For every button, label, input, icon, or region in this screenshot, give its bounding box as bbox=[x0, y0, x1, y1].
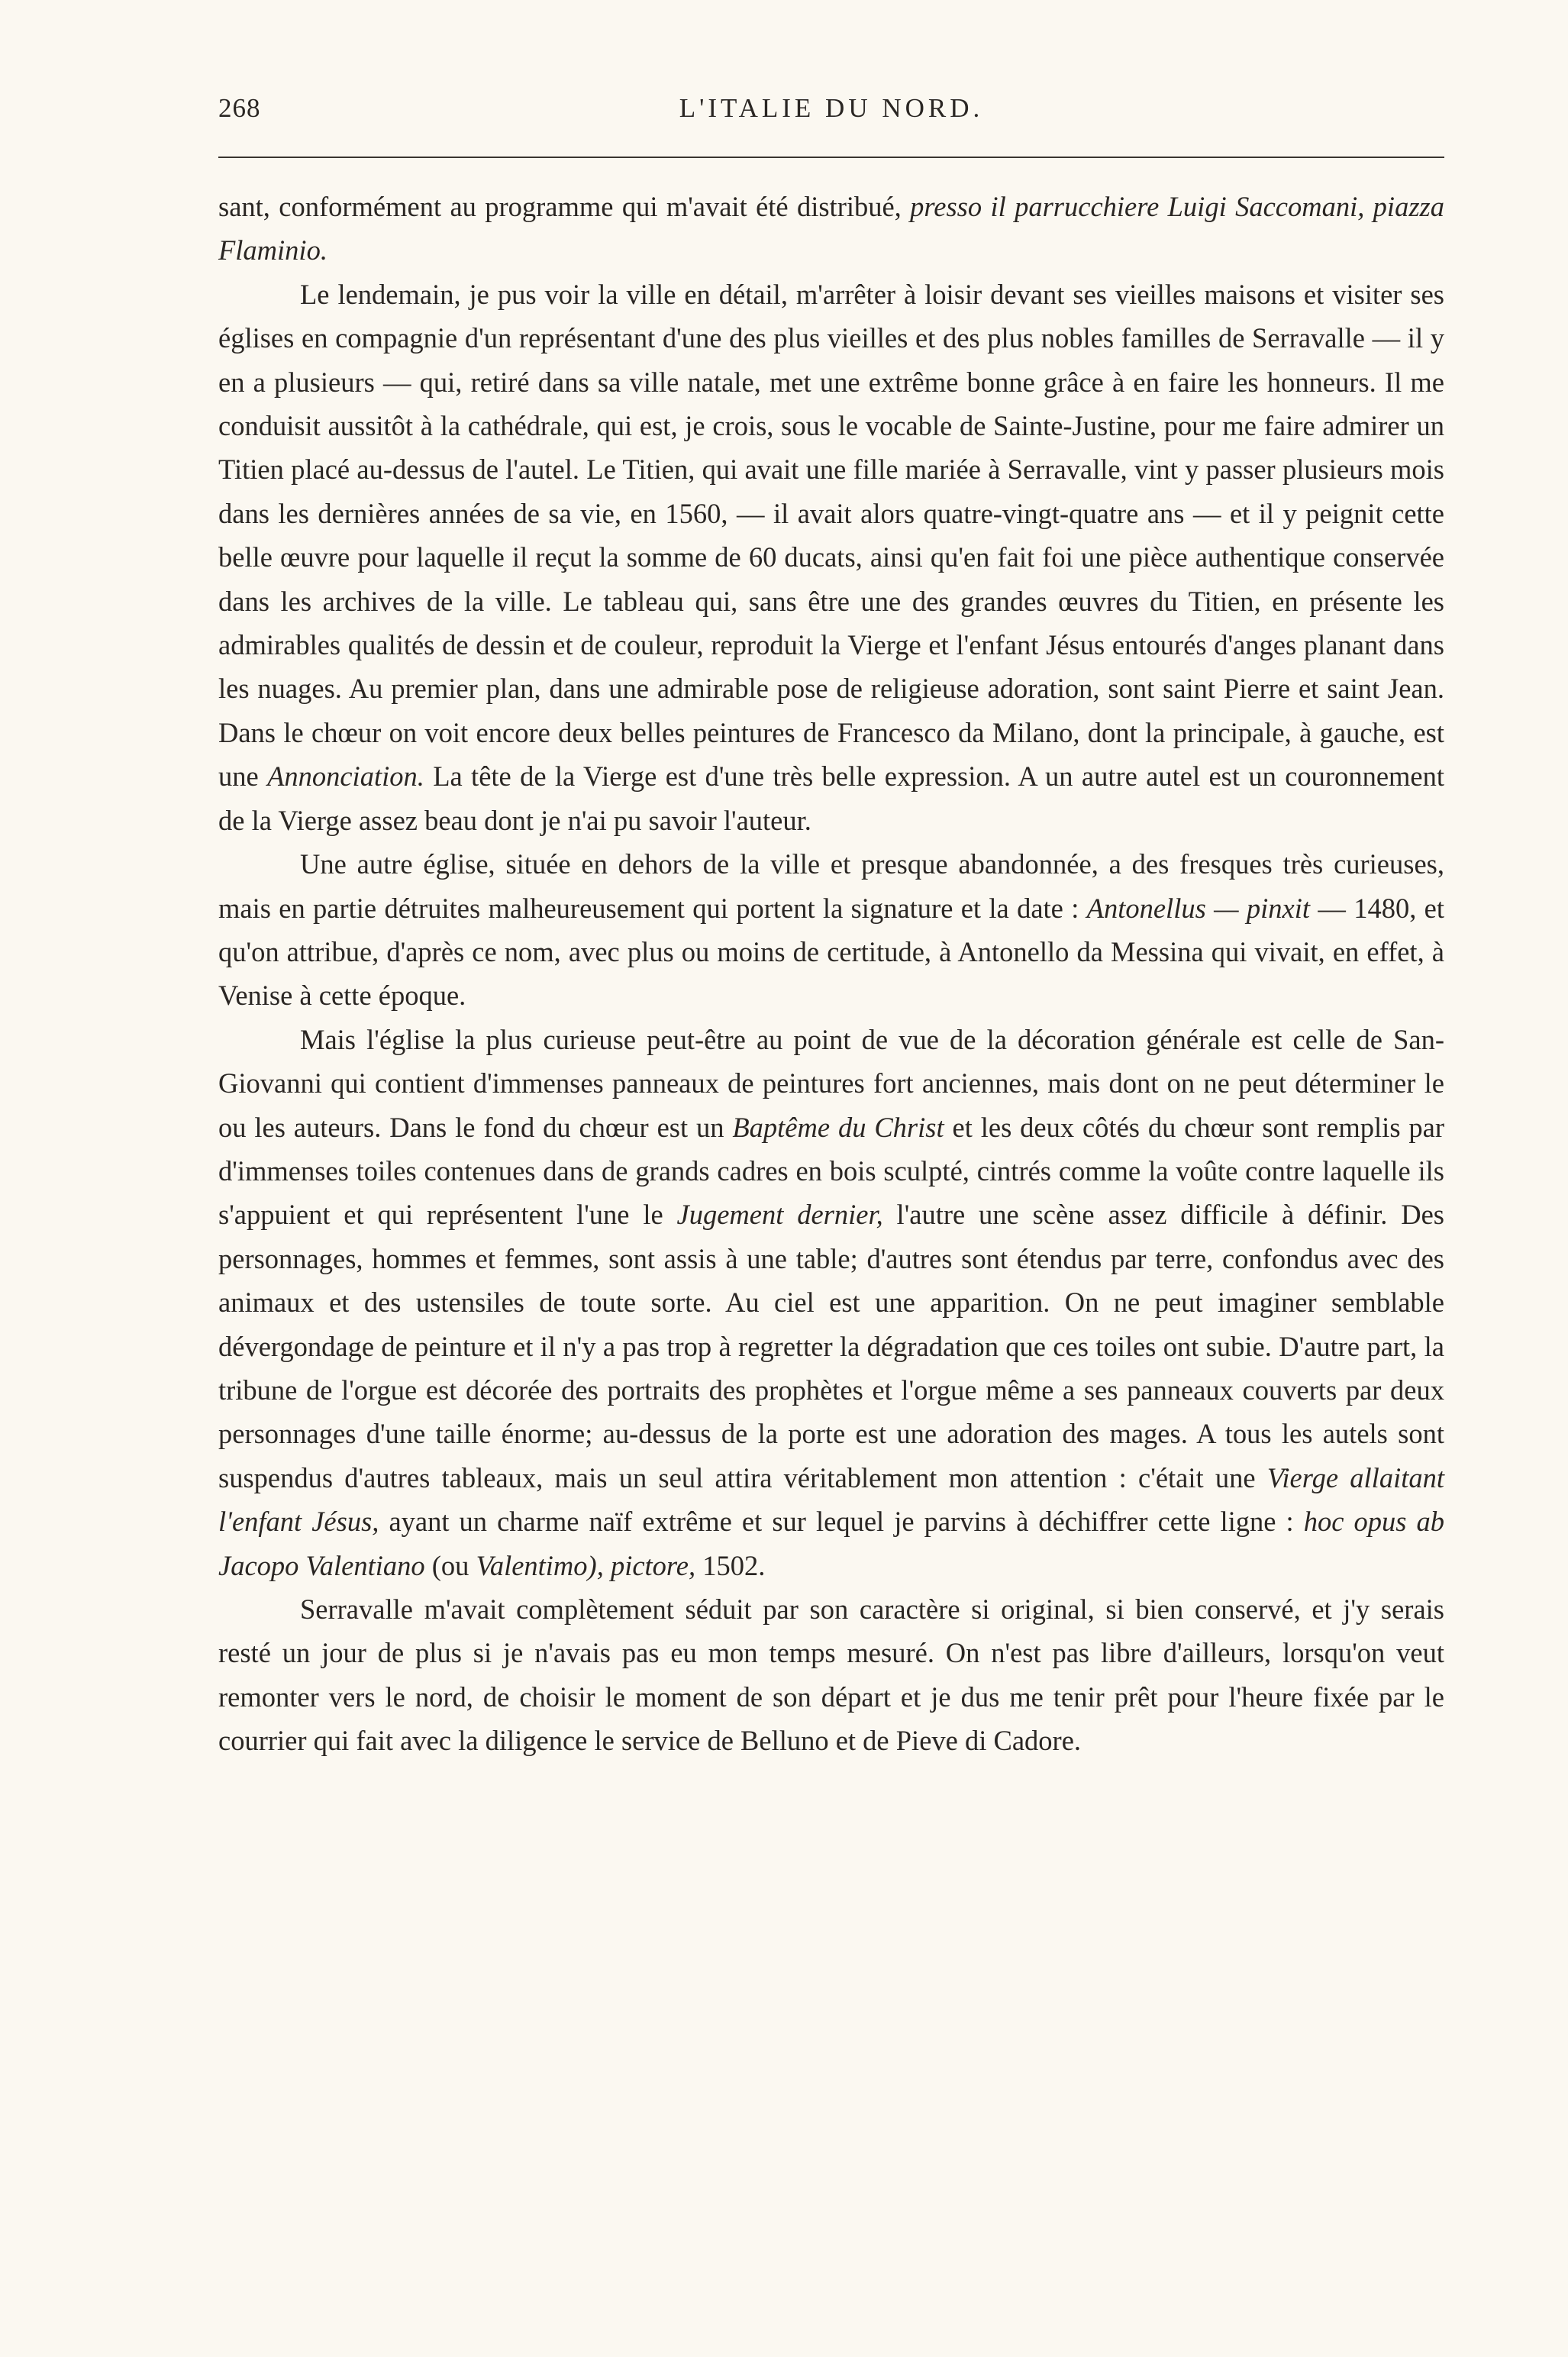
running-title: L'ITALIE DU NORD. bbox=[679, 93, 984, 123]
italic-text: Baptême du Christ bbox=[732, 1111, 944, 1143]
italic-text: Vierge allaitant l'enfant Jésus, bbox=[218, 1461, 1444, 1538]
italic-text: Antonellus — pinxit bbox=[1086, 892, 1311, 924]
paragraph bbox=[218, 842, 1444, 1018]
page-header bbox=[218, 93, 1444, 131]
text-run: ayant un charme naïf extrême et sur lequel je parvins à déchiffrer cette ligne : bbox=[379, 1506, 1304, 1538]
paragraph bbox=[218, 1018, 1444, 1587]
text-run: Serravalle m'avait complètement séduit par son caractère si original, si bien conservé, et j'y serais resté un jour de plus si je n'avais pas eu mon temps mesuré. On n'est pas libre d'ailleurs, lorsqu'on veut remonter vers le nord, de choisir le moment de son départ et je dus me tenir prêt pour l'heure fixée par le courrier qui fait avec la diligence le service de Belluno et de Pieve di Cadore. bbox=[218, 1593, 1444, 1757]
text-run: (ou bbox=[424, 1549, 476, 1581]
text-run: — 1480, et qu'on attribue, d'après ce nom, avec plus ou moins de certitude, à Antonello da Messina qui vivait, en effet, à Venise à cette époque. bbox=[218, 892, 1445, 1012]
paragraph bbox=[218, 273, 1444, 842]
italic-text: hoc opus ab Jacopo Valentiano bbox=[218, 1506, 1445, 1581]
text-run: Le lendemain, je pus voir la ville en détail, m'arrêter à loisir devant ses vieilles maisons et visiter ses églises en compagnie d'un représentant d'une des plus vieilles et des plus nobles familles de Serravalle — il y en a plusieurs — qui, retiré dans sa ville natale, met une extrême bonne grâce à en faire les honneurs. Il me conduisit aussitôt à la cathédrale, qui est, je crois, sous le vocable de Sainte-Justine, pour me faire admirer un Titien placé au-dessus de l'autel. Le Titien, qui avait une fille mariée à Serravalle, vint y passer plusieurs mois dans les dernières années de sa vie, en 1560, — il avait alors quatre-vingt-quatre ans — et il y peignit cette belle œuvre pour laquelle il reçut la somme de 60 ducats, ainsi qu'en fait foi une pièce authentique conservée dans les archives de la ville. Le tableau qui, sans être une des grandes œuvres du Titien, en présente les admirables qualités de dessin et de couleur, reproduit la Vierge et l'enfant Jésus entourés d'anges planant dans les nuages. Au premier plan, dans une admirable pose de religieuse adoration, sont saint Pierre et saint Jean. Dans le chœur on voit encore deux belles peintures de Francesco da Milano, dont la principale, à gauche, est une bbox=[218, 278, 1444, 793]
italic-text: Valentimo), pictore, bbox=[476, 1549, 696, 1581]
body-text bbox=[218, 185, 1444, 1763]
text-run: La tête de la Vierge est d'une très belle expression. A un autre autel est un couronnement de la Vierge assez beau dont je n'ai pu savoir l'auteur. bbox=[218, 760, 1445, 836]
text-run: et les deux côtés du chœur sont remplis par d'immenses toiles contenues dans de grands cadres en bois sculpté, cintrés comme la voûte contre laquelle ils s'appuient et qui représentent l'une le bbox=[218, 1111, 1445, 1231]
text-run: Une autre église, située en dehors de la ville et presque abandonnée, a des fresques très curieuses, mais en partie détruites malheureusement qui portent la signature et la date : bbox=[218, 848, 1444, 924]
italic-text: presso il parrucchiere Luigi Saccomani, piazza Flaminio. bbox=[218, 191, 1444, 266]
header-rule bbox=[218, 157, 1444, 158]
text-run: l'autre une scène assez difficile à définir. Des personnages, hommes et femmes, sont assis à une table; d'autres sont étendus par terre, confondus avec des animaux et des ustensiles de toute sorte. Au ciel est une apparition. On ne peut imaginer semblable dévergondage de peinture et il n'y a pas trop à regretter la dégradation que ces toiles ont subie. D'autre part, la tribune de l'orgue est décorée des portraits des prophètes et l'orgue même a ses panneaux couverts par deux personnages d'une taille énorme; au-dessus de la porte est une adoration des mages. A tous les autels sont suspendus d'autres tableaux, mais un seul attira véritablement mon attention : c'était une bbox=[218, 1199, 1444, 1493]
paragraph bbox=[218, 1587, 1444, 1763]
page-number: 268 bbox=[218, 93, 261, 123]
italic-text: Jugement dernier, bbox=[676, 1199, 883, 1231]
text-run: 1502. bbox=[695, 1549, 766, 1581]
italic-text: Annonciation. bbox=[267, 760, 424, 793]
paragraph bbox=[218, 185, 1444, 273]
text-run: Mais l'église la plus curieuse peut-être au point de vue de la décoration générale est celle de San-Giovanni qui contient d'immenses panneaux de peintures fort anciennes, mais dont on ne peut déterminer le ou les auteurs. Dans le fond du chœur est un bbox=[218, 1023, 1444, 1143]
text-run: sant, conformément au programme qui m'avait été distribué, bbox=[218, 191, 911, 222]
